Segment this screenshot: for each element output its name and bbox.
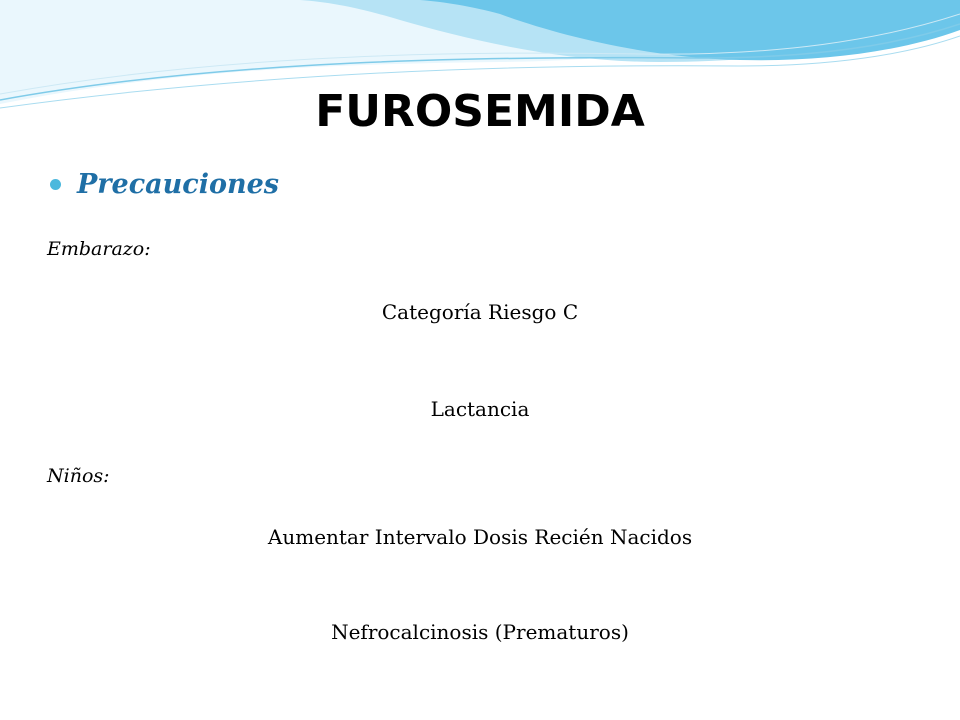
children-note-text: Aumentar Intervalo Dosis Recién Nacidos (267, 525, 693, 549)
bullet-precauciones (50, 162, 279, 206)
nephrocalcinosis-text: Nefrocalcinosis (Prematuros) (331, 620, 629, 644)
pregnancy-label: Embarazo: (47, 238, 151, 260)
children-label: Niños: (47, 465, 110, 487)
slide-title: FUROSEMIDA (315, 86, 645, 137)
lactation-text: Lactancia (430, 397, 530, 421)
pregnancy-risk-text: Categoría Riesgo C (381, 300, 579, 324)
bullet-dot-icon (50, 179, 61, 190)
bullet-heading: Precauciones (77, 168, 279, 200)
